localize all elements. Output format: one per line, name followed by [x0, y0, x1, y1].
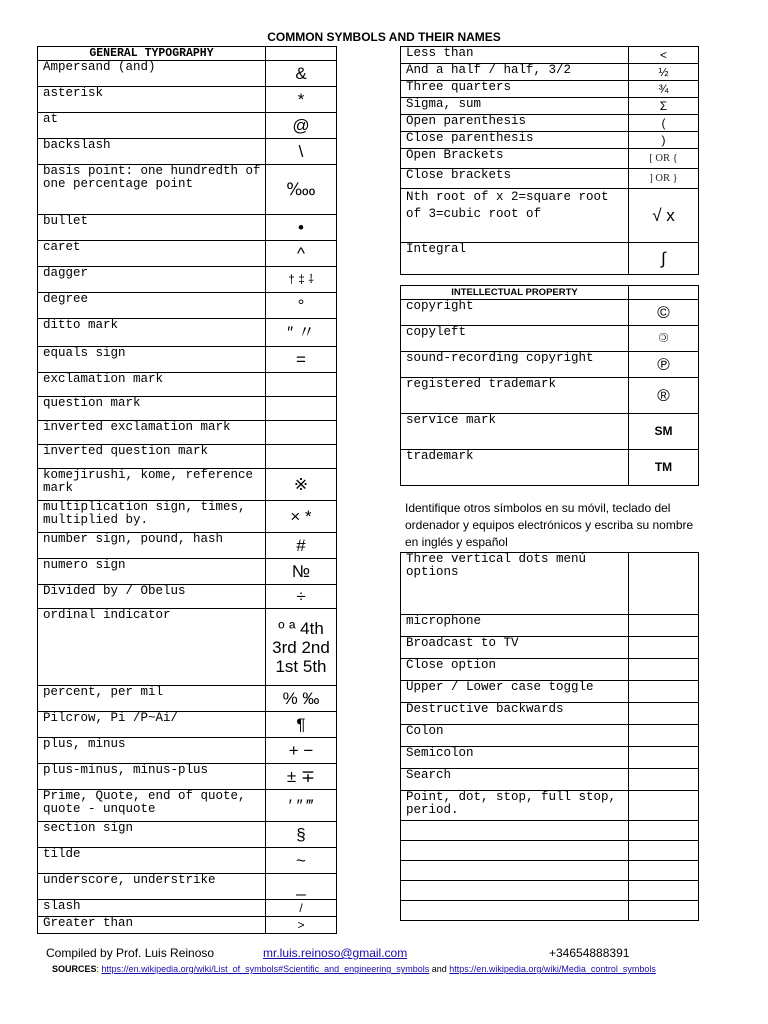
symbol-name: slash [38, 900, 266, 917]
symbol-name: Three quarters [401, 81, 629, 98]
symbol-glyph: ° [266, 293, 337, 319]
symbol-glyph: ¶ [266, 712, 337, 738]
blank-name-cell[interactable] [401, 881, 629, 901]
symbol-glyph: > [266, 917, 337, 934]
blank-name-cell[interactable] [401, 861, 629, 881]
symbol-name: Close parenthesis [401, 132, 629, 149]
symbol-glyph [629, 615, 699, 637]
symbol-name: Point, dot, stop, full stop, period. [401, 791, 629, 821]
symbol-name: inverted exclamation mark [38, 421, 266, 445]
symbol-glyph: ÷ [266, 585, 337, 609]
symbol-glyph: * [266, 87, 337, 113]
symbol-glyph [266, 421, 337, 445]
symbol-name: Destructive backwards [401, 703, 629, 725]
symbol-name: degree [38, 293, 266, 319]
symbol-name: asterisk [38, 87, 266, 113]
symbol-name: ditto mark [38, 319, 266, 347]
symbol-glyph: 🄯 [629, 326, 699, 352]
symbol-name: percent, per mil [38, 686, 266, 712]
symbol-glyph: † ‡ ⸸ [266, 267, 337, 293]
page-title: COMMON SYMBOLS AND THEIR NAMES [267, 30, 501, 44]
general-typography-table [37, 46, 337, 934]
symbol-glyph: ± ∓ [266, 764, 337, 790]
symbol-name: copyright [401, 300, 629, 326]
blank-symbol-cell[interactable] [629, 861, 699, 881]
symbol-glyph [629, 681, 699, 703]
symbol-glyph: • [266, 215, 337, 241]
symbol-glyph [629, 791, 699, 821]
symbol-name: section sign [38, 822, 266, 848]
symbol-glyph: _ [266, 874, 337, 900]
symbol-glyph [629, 637, 699, 659]
symbol-glyph: ″ 〃 [266, 319, 337, 347]
symbol-name: multiplication sign, times, multiplied by. [38, 501, 266, 533]
symbol-name: Semicolon [401, 747, 629, 769]
symbol-glyph: < [629, 47, 699, 64]
symbol-name: ordinal indicator [38, 609, 266, 686]
symbol-name: copyleft [401, 326, 629, 352]
symbol-name: Close option [401, 659, 629, 681]
symbol-glyph: # [266, 533, 337, 559]
sources-label: SOURCES [52, 964, 97, 974]
symbol-name: dagger [38, 267, 266, 293]
symbol-name: Search [401, 769, 629, 791]
sources-and: and [431, 964, 447, 974]
symbol-glyph: º ª 4th 3rd 2nd 1st 5th [266, 609, 337, 686]
author-email-link[interactable]: mr.luis.reinoso@gmail.com [263, 946, 408, 960]
symbol-name: service mark [401, 414, 629, 450]
symbol-name: plus-minus, minus-plus [38, 764, 266, 790]
blank-symbol-cell[interactable] [629, 901, 699, 921]
symbol-glyph [266, 373, 337, 397]
symbol-glyph [629, 659, 699, 681]
symbol-name: Prime, Quote, end of quote, quote - unquote [38, 790, 266, 822]
symbol-name: number sign, pound, hash [38, 533, 266, 559]
instructions-note: Identifique otros símbolos en su móvil, teclado del ordenador y equipos electrónicos y escriba su nombre en inglés y español [405, 501, 694, 549]
symbol-name: Sigma, sum [401, 98, 629, 115]
symbol-glyph: √ x [629, 189, 699, 243]
blank-name-cell[interactable] [401, 901, 629, 921]
symbol-glyph [266, 445, 337, 469]
symbol-glyph [266, 397, 337, 421]
symbol-glyph: ¾ [629, 81, 699, 98]
symbol-glyph: ~ [266, 848, 337, 874]
symbol-glyph: ‱ [266, 165, 337, 215]
symbol-name: Open Brackets [401, 149, 629, 169]
symbol-glyph: ^ [266, 241, 337, 267]
symbol-name: Nth root of x 2=square root of 3=cubic root of [401, 189, 629, 243]
symbol-name: Open parenthesis [401, 115, 629, 132]
symbol-name: backslash [38, 139, 266, 165]
symbol-glyph: ℗ [629, 352, 699, 378]
symbol-glyph: + − [266, 738, 337, 764]
symbol-glyph: © [629, 300, 699, 326]
symbol-name: microphone [401, 615, 629, 637]
symbol-glyph: = [266, 347, 337, 373]
symbol-glyph: SM [629, 414, 699, 450]
symbol-glyph: TM [629, 450, 699, 486]
symbol-glyph [629, 703, 699, 725]
symbol-name: plus, minus [38, 738, 266, 764]
device-symbols-table [400, 552, 699, 921]
symbol-glyph [629, 769, 699, 791]
symbol-glyph: % ‰ [266, 686, 337, 712]
sources-line [52, 964, 656, 974]
symbol-name: registered trademark [401, 378, 629, 414]
symbol-glyph [629, 747, 699, 769]
symbol-glyph: ® [629, 378, 699, 414]
symbol-name: Ampersand (and) [38, 61, 266, 87]
symbol-glyph: ] OR } [629, 169, 699, 189]
symbol-glyph: × * [266, 501, 337, 533]
symbol-name: Three vertical dots menú options [401, 553, 629, 615]
blank-name-cell[interactable] [401, 841, 629, 861]
blank-symbol-cell[interactable] [629, 881, 699, 901]
symbol-glyph: ½ [629, 64, 699, 81]
blank-name-cell[interactable] [401, 821, 629, 841]
math-symbols-table [400, 46, 699, 275]
author-phone: +34654888391 [549, 946, 630, 960]
symbol-name: bullet [38, 215, 266, 241]
compiled-by: Compiled by Prof. Luis Reinoso [46, 946, 215, 960]
symbol-name: Upper / Lower case toggle [401, 681, 629, 703]
source-link-1[interactable]: https://en.wikipedia.org/wiki/List_of_symbols#Scientific_and_engineering_symbols [101, 964, 430, 974]
intellectual-property-header: INTELLECTUAL PROPERTY [401, 286, 629, 300]
symbol-glyph: ( [629, 115, 699, 132]
symbol-name: exclamation mark [38, 373, 266, 397]
symbol-name: Pilcrow, Pi /P~Ai/ [38, 712, 266, 738]
symbol-name: komejirushi, kome, reference mark [38, 469, 266, 501]
symbol-glyph: \ [266, 139, 337, 165]
symbol-glyph: § [266, 822, 337, 848]
symbol-name: Colon [401, 725, 629, 747]
symbol-name: numero sign [38, 559, 266, 585]
symbol-name: at [38, 113, 266, 139]
symbol-name: question mark [38, 397, 266, 421]
symbol-glyph: ) [629, 132, 699, 149]
symbol-name: Broadcast to TV [401, 637, 629, 659]
symbol-name: Close brackets [401, 169, 629, 189]
symbol-glyph: & [266, 61, 337, 87]
symbol-glyph [629, 725, 699, 747]
symbol-name: Divided by / Obelus [38, 585, 266, 609]
symbol-name: Integral [401, 243, 629, 275]
symbol-glyph: ※ [266, 469, 337, 501]
symbol-name: basis point: one hundredth of one percentage point [38, 165, 266, 215]
sources-separator: : [96, 964, 100, 974]
blank-symbol-cell[interactable] [629, 821, 699, 841]
symbol-glyph: ′ ″ ‴ [266, 790, 337, 822]
symbol-name: inverted question mark [38, 445, 266, 469]
symbol-glyph: Σ [629, 98, 699, 115]
intellectual-property-table [400, 285, 699, 486]
symbol-glyph: ∫ [629, 243, 699, 275]
symbol-glyph [629, 553, 699, 615]
symbol-name: trademark [401, 450, 629, 486]
symbol-name: tilde [38, 848, 266, 874]
symbol-glyph: [ OR { [629, 149, 699, 169]
symbol-name: sound-recording copyright [401, 352, 629, 378]
general-typography-header: GENERAL TYPOGRAPHY [38, 47, 266, 61]
symbol-name: Less than [401, 47, 629, 64]
blank-symbol-cell[interactable] [629, 841, 699, 861]
symbol-glyph: № [266, 559, 337, 585]
symbol-name: Greater than [38, 917, 266, 934]
source-link-2[interactable]: https://en.wikipedia.org/wiki/Media_control_symbols [449, 964, 656, 974]
symbol-name: equals sign [38, 347, 266, 373]
symbol-name: caret [38, 241, 266, 267]
symbol-name: And a half / half, 3/2 [401, 64, 629, 81]
symbol-glyph: / [266, 900, 337, 917]
symbol-glyph: @ [266, 113, 337, 139]
symbol-name: underscore, understrike [38, 874, 266, 900]
